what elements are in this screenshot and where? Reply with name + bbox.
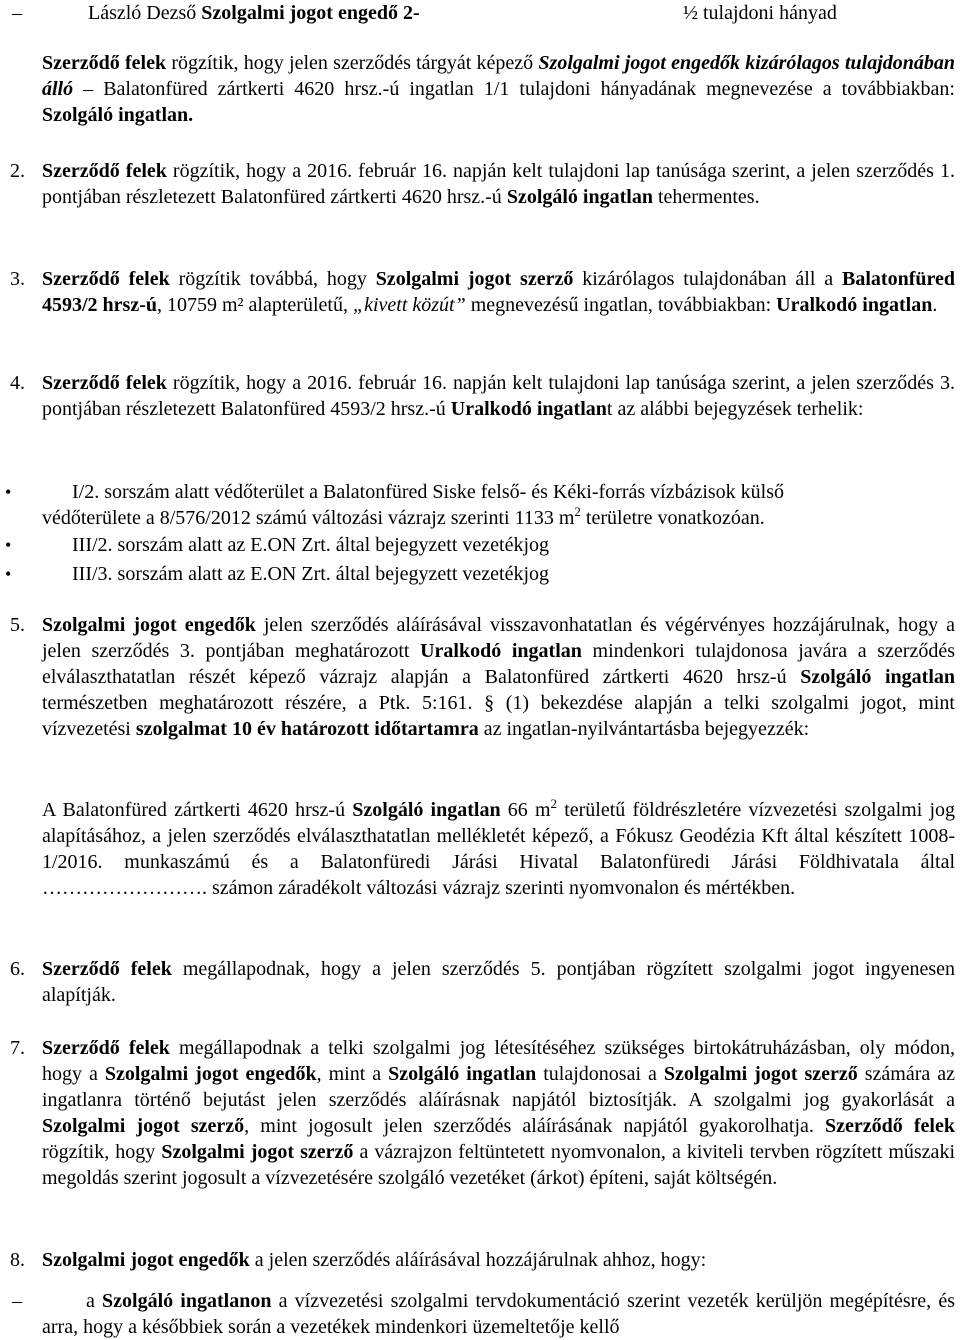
header-left-bold: Szolgalmi jogot engedő 2- (201, 2, 420, 24)
p3-term4: Uralkodó ingatlan (776, 294, 933, 316)
p4-text2: t az alábbi bejegyzések terhelik: (606, 398, 864, 420)
paragraph-3 (42, 266, 955, 318)
p3-term2: Szolgalmi jogot szerző (375, 268, 574, 290)
p1-term: Szerződő felek (42, 52, 167, 74)
p3-term3: Balatonfüred 4593/2 hrsz-ú (42, 268, 955, 316)
bullet-2-text: III/2. sorszám alatt az E.ON Zrt. által bejegyzett vezetékjog (72, 534, 550, 556)
p4-term2: Uralkodó ingatlan (450, 398, 607, 420)
p6-text: megállapodnak, hogy a jelen szerződés 5. pontjában rögzített szolgalmi jogot ingyenesen alapítják. (42, 958, 955, 1006)
p5-term4: szolgalmat 10 év határozott időtartamra (135, 718, 479, 740)
p8-text: a jelen szerződés aláírásával hozzájárulnak ahhoz, hogy: (249, 1249, 707, 1271)
p3-text: rögzítik továbbá, hogy (169, 268, 376, 290)
p3-text2: kizárólagos tulajdonában áll a (573, 268, 843, 290)
bullet-1-sup: 2 (574, 504, 581, 519)
p7-term7: Szolgalmi jogot szerző (161, 1141, 354, 1163)
paragraph-4 (42, 370, 955, 422)
p4-text: rögzítik, hogy a 2016. február 16. napján kelt tulajdoni lap tanúsága szerint, a jelen szerződés 3. pontjában részletezett Balatonfüred 4593/2 hrsz.-ú (42, 372, 955, 420)
paragraph-9 (42, 1288, 955, 1340)
p7-text3: tulajdonosai a (536, 1063, 664, 1085)
p5b-text: A Balatonfüred zártkerti 4620 hrsz-ú (42, 799, 353, 821)
p6-number: 6. (10, 958, 25, 980)
p9-text: a (86, 1290, 103, 1312)
p2-term2: Szolgáló ingatlan (506, 186, 653, 208)
p5b-text2: 66 m (500, 799, 551, 821)
p3-text3: , 10759 m² alapterületű, (157, 294, 353, 316)
bullet-1-icon: • (5, 482, 12, 502)
p5b-sup: 2 (550, 796, 558, 811)
p5b-term: Szolgáló ingatlan (352, 799, 501, 821)
p5-text: jelen szerződés aláírásával visszavonhatatlan és végérvényes hozzájárulnak, hogy a jelen szerződés 3. pontjában meghatározott (42, 614, 955, 662)
p7-term4: Szolgalmi jogot szerző (663, 1063, 858, 1085)
p4-term: Szerződő felek (42, 372, 167, 394)
p7-term2: Szolgalmi jogot engedők (104, 1063, 317, 1085)
p8-term: Szolgalmi jogot engedők (42, 1249, 250, 1271)
p5-text3: természetben meghatározott részére, a Ptk. 5:161. § (1) bekezdése alapján a telki szolgalmi jogot, mint vízvezetési (42, 692, 955, 740)
paragraph-2 (42, 158, 955, 210)
p8-number: 8. (10, 1249, 25, 1271)
p3-quote: „kivett közút” (352, 294, 466, 316)
bullet-2-icon: • (5, 535, 12, 555)
p5-text4: az ingatlan-nyilvántartásba bejegyezzék: (478, 718, 810, 740)
header-left (88, 0, 420, 26)
p5-term3: Szolgáló ingatlan (800, 666, 956, 688)
paragraph-5 (42, 612, 955, 742)
p1-term2: Szolgáló ingatlan. (42, 104, 194, 126)
header-left-text: László Dezső (88, 2, 202, 24)
p7-text5: , mint jogosult jelen szerződés aláírásának napjától gyakorolhatja. (244, 1115, 826, 1137)
p5-number: 5. (10, 614, 25, 636)
p9-dash: – (12, 1290, 22, 1312)
paragraph-6 (42, 956, 955, 1008)
paragraph-5b (42, 797, 955, 901)
p9-term: Szolgáló ingatlanon (102, 1290, 272, 1312)
header-right: ½ tulajdoni hányad (683, 2, 837, 24)
p2-text: rögzítik, hogy a 2016. február 16. napján kelt tulajdoni lap tanúsága szerint, a jelen szerződés 1. pontjában részletezett Balatonfüred zártkerti 4620 hrsz.-ú (42, 160, 955, 208)
p7-text2: , mint a (316, 1063, 389, 1085)
p7-term5: Szolgalmi jogot szerző (42, 1115, 245, 1137)
paragraph-8 (42, 1247, 955, 1273)
p4-number: 4. (10, 372, 25, 394)
p3-text4: megnevezésű ingatlan, továbbiakban: (465, 294, 777, 316)
p1-emph: Szolgalmi jogot engedők kizárólagos tulajdonában álló (42, 52, 955, 100)
p2-term: Szerződő felek (42, 160, 167, 182)
p7-term: Szerződő felek (42, 1037, 170, 1059)
p2-text2: tehermentes. (652, 186, 760, 208)
paragraph-7 (42, 1035, 955, 1191)
p2-number: 2. (10, 160, 25, 182)
p1-text2: – Balatonfüred zártkerti 4620 hrsz.-ú ingatlan 1/1 tulajdoni hányadának megnevezése a továbbiakban: (73, 78, 955, 100)
bullet-3-icon: • (5, 564, 12, 584)
p6-term: Szerződő felek (42, 958, 172, 980)
p5-term2: Uralkodó ingatlan (420, 640, 582, 662)
bullet-1-text2: területre vonatkozóan. (580, 507, 765, 529)
p3-term: Szerződő felek (42, 268, 170, 290)
bullet-3-text: III/3. sorszám alatt az E.ON Zrt. által bejegyzett vezetékjog (72, 563, 550, 585)
p7-text4: számára az ingatlanra történő bejutást jelen szerződés aláírásnak napjától biztosítják. A szolgalmi jog gyakorlását a (42, 1063, 956, 1111)
bullet-1-line-2 (42, 505, 765, 531)
bullet-1-line-1: I/2. sorszám alatt védőterület a Balatonfüred Siske felső- és Kéki-forrás vízbázisok külső (72, 481, 785, 503)
p3-text5: . (932, 294, 938, 316)
p1-text: rögzítik, hogy jelen szerződés tárgyát képező (166, 52, 539, 74)
header-dash: – (12, 2, 22, 24)
p7-text7: a vázrajzon feltüntetett nyomvonalon, a kiviteli tervben rögzített műszaki megoldás szerint jogosult a vízvezetésére szolgáló vezetéket (árkot) építeni, saját költségén. (42, 1141, 955, 1189)
p7-term3: Szolgáló ingatlan (388, 1063, 537, 1085)
bullet-1-text: védőterülete a 8/576/2012 számú változási vázrajz szerinti 1133 m (42, 507, 575, 529)
p3-number: 3. (10, 268, 25, 290)
p7-text: megállapodnak a telki szolgalmi jog létesítéséhez szükséges birtokátruházásban, oly módon, hogy a (42, 1037, 955, 1085)
p5b-text3: területű földrészletére vízvezetési szolgalmi jog alapításához, a jelen szerződés elválaszthatatlan mellékletét képező, a Fókusz Geodézia Kft által készített 1008-1/2016. munkaszámú és a Balatonfüredi Járási Hivatal Balatonfüredi Járási Földhivatala által ……………………. számon záradékolt változási vázrajz szerinti nyomvonalon és mértékben. (42, 799, 956, 899)
p7-number: 7. (10, 1037, 25, 1059)
p5-text2: mindenkori tulajdonosa javára a szerződés elválaszthatatlan részét képező vázrajz alapján a Balatonfüred zártkerti 4620 hrsz-ú (42, 640, 955, 688)
p7-term6: Szerződő felek (825, 1115, 955, 1137)
paragraph-1 (42, 50, 955, 128)
p9-text2: a vízvezetési szolgalmi tervdokumentáció szerint vezeték kerüljön megépítésre, és arra, hogy a későbbiek során a vezetékek mindenkori üzemeltetője kellő (42, 1290, 955, 1338)
p7-text6: rögzítik, hogy (42, 1141, 162, 1163)
p5-term: Szolgalmi jogot engedők (42, 614, 256, 636)
